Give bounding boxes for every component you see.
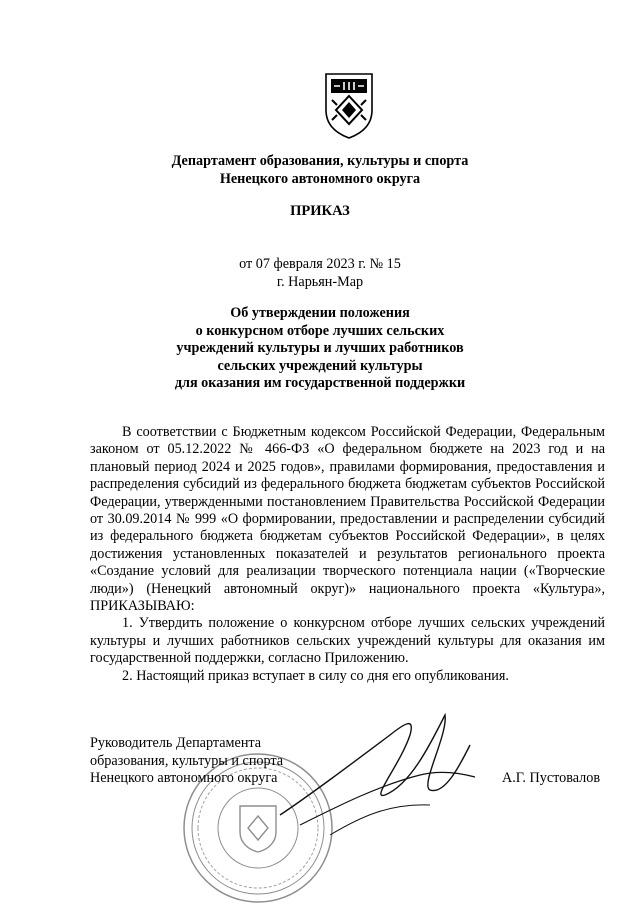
department-line: Департамент образования, культуры и спорта bbox=[171, 153, 469, 169]
body-paragraph: В соответствии с Бюджетным кодексом Российской Федерации, Федеральным законом от 05.12.2022 № 466-ФЗ «О федеральном бюджете на 2023 год и на плановый период 2024 и 2025 годов», правилами формирования, предоставления и распределения субсидий из федерального бюджета бюджетам субъектов Российской Федерации, утвержденными постановлением Правительства Российской Федерации от 30.09.2014 № 999 «О формировании, предоставлении и распределении субсидий из федерального бюджета бюджетам субъектов Российской Федерации», в целях достижения установленных показателей и результатов регионального проекта «Создание условий для реализации творческого потенциала нации («Творческие люди») (Ненецкий автономный округ)» национального проекта «Культура», ПРИКАЗЫВАЮ: bbox=[90, 424, 605, 615]
position-line: образования, культуры и спорта bbox=[90, 752, 284, 769]
department-line: Ненецкого автономного округа bbox=[219, 171, 421, 187]
subject-line: о конкурсном отборе лучших сельских bbox=[195, 322, 445, 339]
order-title: ПРИКАЗ bbox=[290, 203, 350, 219]
signatory-name: А.Г. Пустовалов bbox=[502, 770, 601, 786]
order-subject bbox=[0, 305, 640, 393]
signatory-position bbox=[90, 735, 283, 788]
nenets-coat-of-arms-icon bbox=[322, 70, 376, 140]
order-place: г. Нарьян-Мар bbox=[276, 274, 364, 290]
position-line: Ненецкого автономного округа bbox=[90, 770, 278, 786]
subject-line: учреждений культуры и лучших работников bbox=[176, 340, 464, 356]
subject-line: Об утверждении положения bbox=[230, 305, 410, 321]
position-line: Руководитель Департамента bbox=[90, 735, 262, 751]
handwritten-signature-icon bbox=[270, 705, 480, 845]
body-item: 1. Утвердить положение о конкурсном отборе лучших сельских учреждений культуры и лучших работников сельских учреждений культуры для оказания им государственной поддержки, согласно Приложению. bbox=[90, 615, 605, 667]
body-item: 2. Настоящий приказ вступает в силу со дня его опубликования. bbox=[122, 667, 509, 684]
order-date-block bbox=[0, 255, 640, 291]
subject-line: для оказания им государственной поддержки bbox=[174, 375, 466, 391]
order-body bbox=[90, 424, 605, 685]
subject-line: сельских учреждений культуры bbox=[217, 357, 423, 374]
department-name bbox=[0, 152, 640, 188]
order-date: от 07 февраля 2023 г. № 15 bbox=[239, 256, 401, 272]
